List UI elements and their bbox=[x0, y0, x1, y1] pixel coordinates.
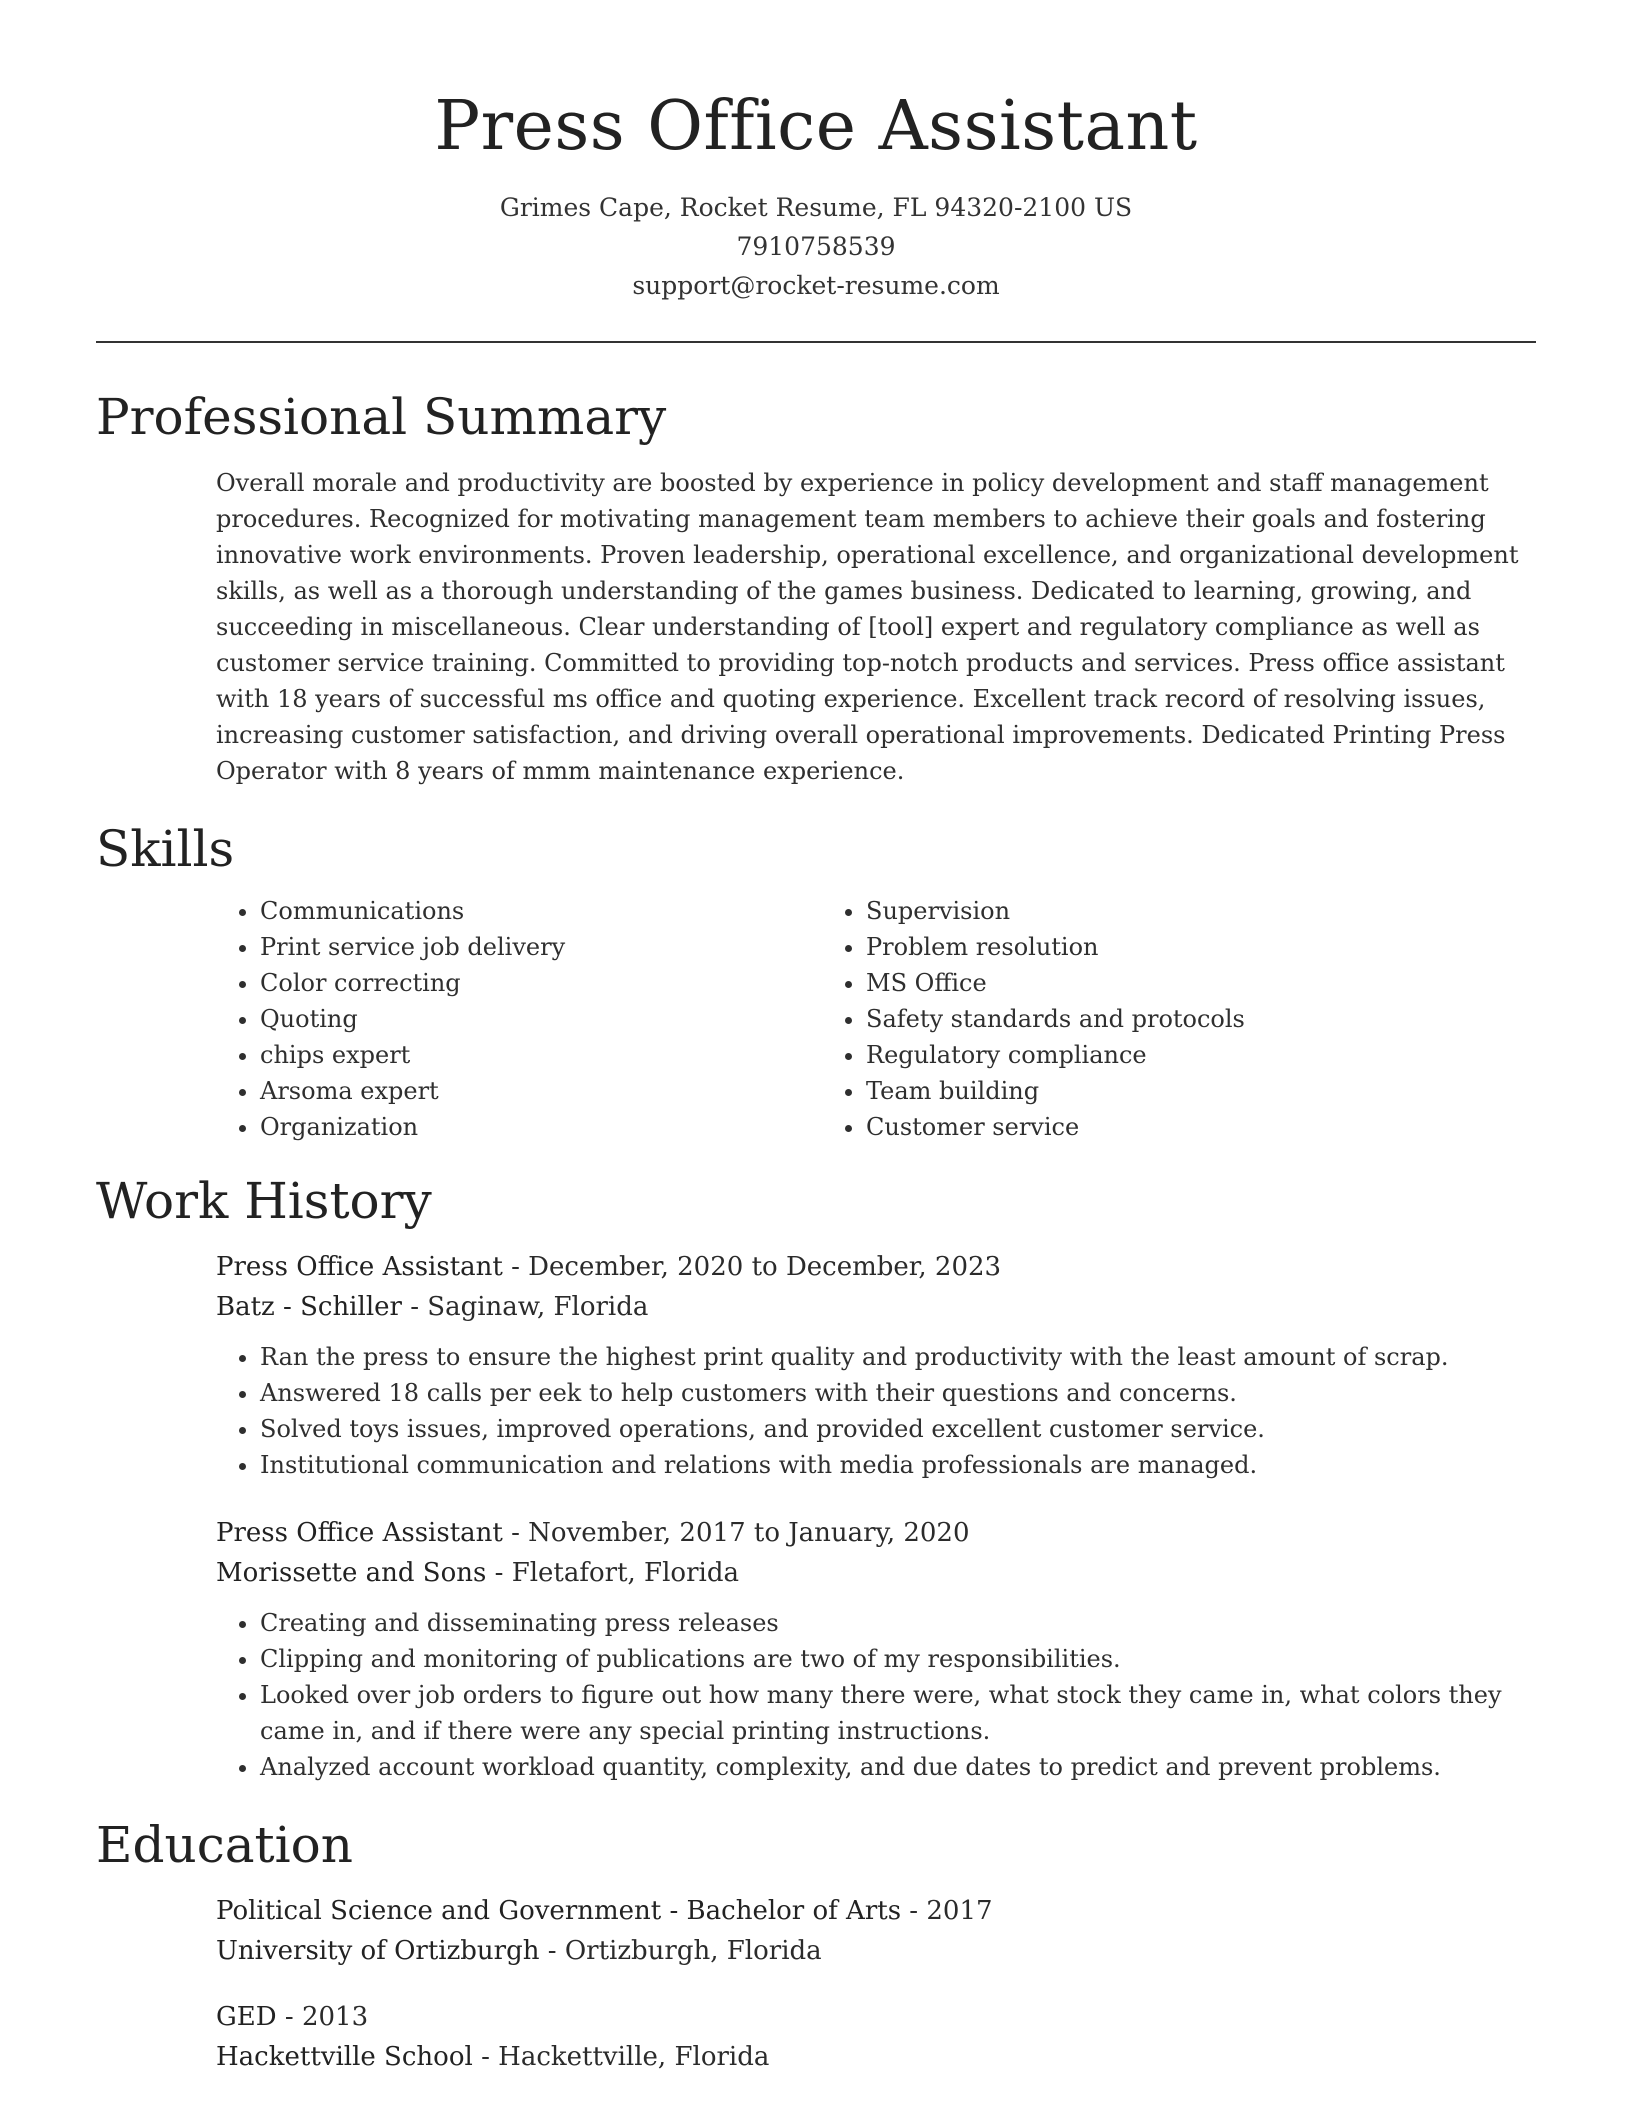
resume-header bbox=[96, 0, 1536, 305]
job-location: Fletafort, Florida bbox=[511, 1558, 739, 1588]
job-responsibilities bbox=[216, 1605, 1536, 1785]
school-name: University of Ortizburgh bbox=[216, 1936, 540, 1966]
skill-item: • chips expert bbox=[260, 1037, 822, 1073]
separator: - bbox=[539, 1936, 565, 1966]
resume-page bbox=[96, 0, 1536, 2077]
separator: - bbox=[502, 1518, 529, 1548]
graduation-year: 2017 bbox=[926, 1896, 993, 1926]
school-name: Hackettville School bbox=[216, 2042, 473, 2072]
address-text: Grimes Cape, Rocket Resume, FL 94320-2100 US bbox=[499, 193, 1133, 222]
skill-item: • Print service job delivery bbox=[260, 929, 822, 965]
contact-info bbox=[96, 188, 1536, 305]
job-dates: November, 2017 to January, 2020 bbox=[528, 1518, 970, 1548]
responsibility-item: • Ran the press to ensure the highest print quality and productivity with the least amount of scrap. bbox=[260, 1339, 1536, 1375]
education-entry bbox=[216, 1997, 1536, 2077]
skill-item: • Supervision bbox=[866, 893, 1536, 929]
graduation-year: 2013 bbox=[301, 2002, 369, 2032]
school-location: Ortizburgh, Florida bbox=[564, 1936, 822, 1966]
responsibility-item: • Creating and disseminating press releases bbox=[260, 1605, 1536, 1641]
separator: - bbox=[472, 2042, 499, 2072]
school-line bbox=[216, 2037, 1536, 2077]
skills-column-left bbox=[216, 893, 822, 1145]
separator: - bbox=[401, 1292, 428, 1322]
job-company-line bbox=[216, 1287, 1536, 1327]
responsibility-item: • Solved toys issues, improved operations, and provided excellent customer service. bbox=[260, 1411, 1536, 1447]
phone-text: 7910758539 bbox=[736, 232, 896, 261]
skill-item: • Problem resolution bbox=[866, 929, 1536, 965]
education-heading: Education bbox=[96, 1816, 353, 1874]
skills-column-right bbox=[822, 893, 1536, 1145]
skill-item: • MS Office bbox=[866, 965, 1536, 1001]
job-company: Batz - Schiller bbox=[216, 1292, 402, 1322]
responsibility-item: • Analyzed account workload quantity, complexity, and due dates to predict and prevent problems. bbox=[260, 1749, 1536, 1785]
responsibility-item: • Answered 18 calls per eek to help customers with their questions and concerns. bbox=[260, 1375, 1536, 1411]
job-location: Saginaw, Florida bbox=[427, 1292, 649, 1322]
skill-item: • Organization bbox=[260, 1109, 822, 1145]
degree-line bbox=[216, 1891, 1536, 1931]
degree-line bbox=[216, 1997, 1536, 2037]
school-location: Hackettville, Florida bbox=[498, 2042, 770, 2072]
job-role: Press Office Assistant bbox=[216, 1518, 503, 1548]
skills-heading: Skills bbox=[96, 820, 235, 878]
job-responsibilities bbox=[216, 1339, 1536, 1483]
separator: - bbox=[502, 1252, 529, 1282]
skill-item: • Quoting bbox=[260, 1001, 822, 1037]
skills-list bbox=[216, 893, 1536, 1145]
school-line bbox=[216, 1931, 1536, 1971]
email-text: support@rocket-resume.com bbox=[632, 271, 1000, 300]
degree-name: GED bbox=[216, 2002, 277, 2032]
job-title-line bbox=[216, 1513, 1536, 1553]
responsibility-item: • Clipping and monitoring of publications are two of my responsibilities. bbox=[260, 1641, 1536, 1677]
job-company: Morissette and Sons bbox=[216, 1558, 487, 1588]
skill-item: • Customer service bbox=[866, 1109, 1536, 1145]
candidate-name: Press Office Assistant bbox=[434, 87, 1198, 166]
skill-item: • Regulatory compliance bbox=[866, 1037, 1536, 1073]
work-history-heading: Work History bbox=[96, 1172, 432, 1230]
skill-item: • Arsoma expert bbox=[260, 1073, 822, 1109]
job-entry bbox=[216, 1513, 1536, 1785]
separator: - bbox=[486, 1558, 512, 1588]
degree-name: Political Science and Government - Bachelor of Arts bbox=[216, 1896, 902, 1926]
header-divider bbox=[96, 341, 1536, 343]
responsibility-item: • Looked over job orders to figure out how many there were, what stock they came in, what colors they came in, and if there were any special printing instructions. bbox=[260, 1677, 1536, 1749]
summary-paragraph: Overall morale and productivity are boosted by experience in policy development and staff management procedures. Recognized for motivating management team members to achieve their goals and fostering innovative work environments. Proven leadership, operational excellence, and organizational development skills, as well as a thorough understanding of the games business. Dedicated to learning, growing, and succeeding in miscellaneous. Clear understanding of [tool] expert and regulatory compliance as well as customer service training. Committed to providing top-notch products and services. Press office assistant with 18 years of successful ms office and quoting experience. Excellent track record of resolving issues, increasing customer satisfaction, and driving overall operational improvements. Dedicated Printing Press Operator with 8 years of mmm maintenance experience. bbox=[216, 469, 1519, 785]
skill-item: • Safety standards and protocols bbox=[866, 1001, 1536, 1037]
job-dates: December, 2020 to December, 2023 bbox=[528, 1252, 1002, 1282]
responsibility-item: • Institutional communication and relations with media professionals are managed. bbox=[260, 1447, 1536, 1483]
skill-item: • Team building bbox=[866, 1073, 1536, 1109]
separator: - bbox=[276, 2002, 302, 2032]
job-entry bbox=[216, 1247, 1536, 1483]
job-company-line bbox=[216, 1553, 1536, 1593]
education-entry bbox=[216, 1891, 1536, 1971]
skill-item: • Communications bbox=[260, 893, 822, 929]
job-role: Press Office Assistant bbox=[216, 1252, 503, 1282]
summary-heading: Professional Summary bbox=[96, 388, 667, 446]
skill-item: • Color correcting bbox=[260, 965, 822, 1001]
job-title-line bbox=[216, 1247, 1536, 1287]
separator: - bbox=[901, 1896, 927, 1926]
